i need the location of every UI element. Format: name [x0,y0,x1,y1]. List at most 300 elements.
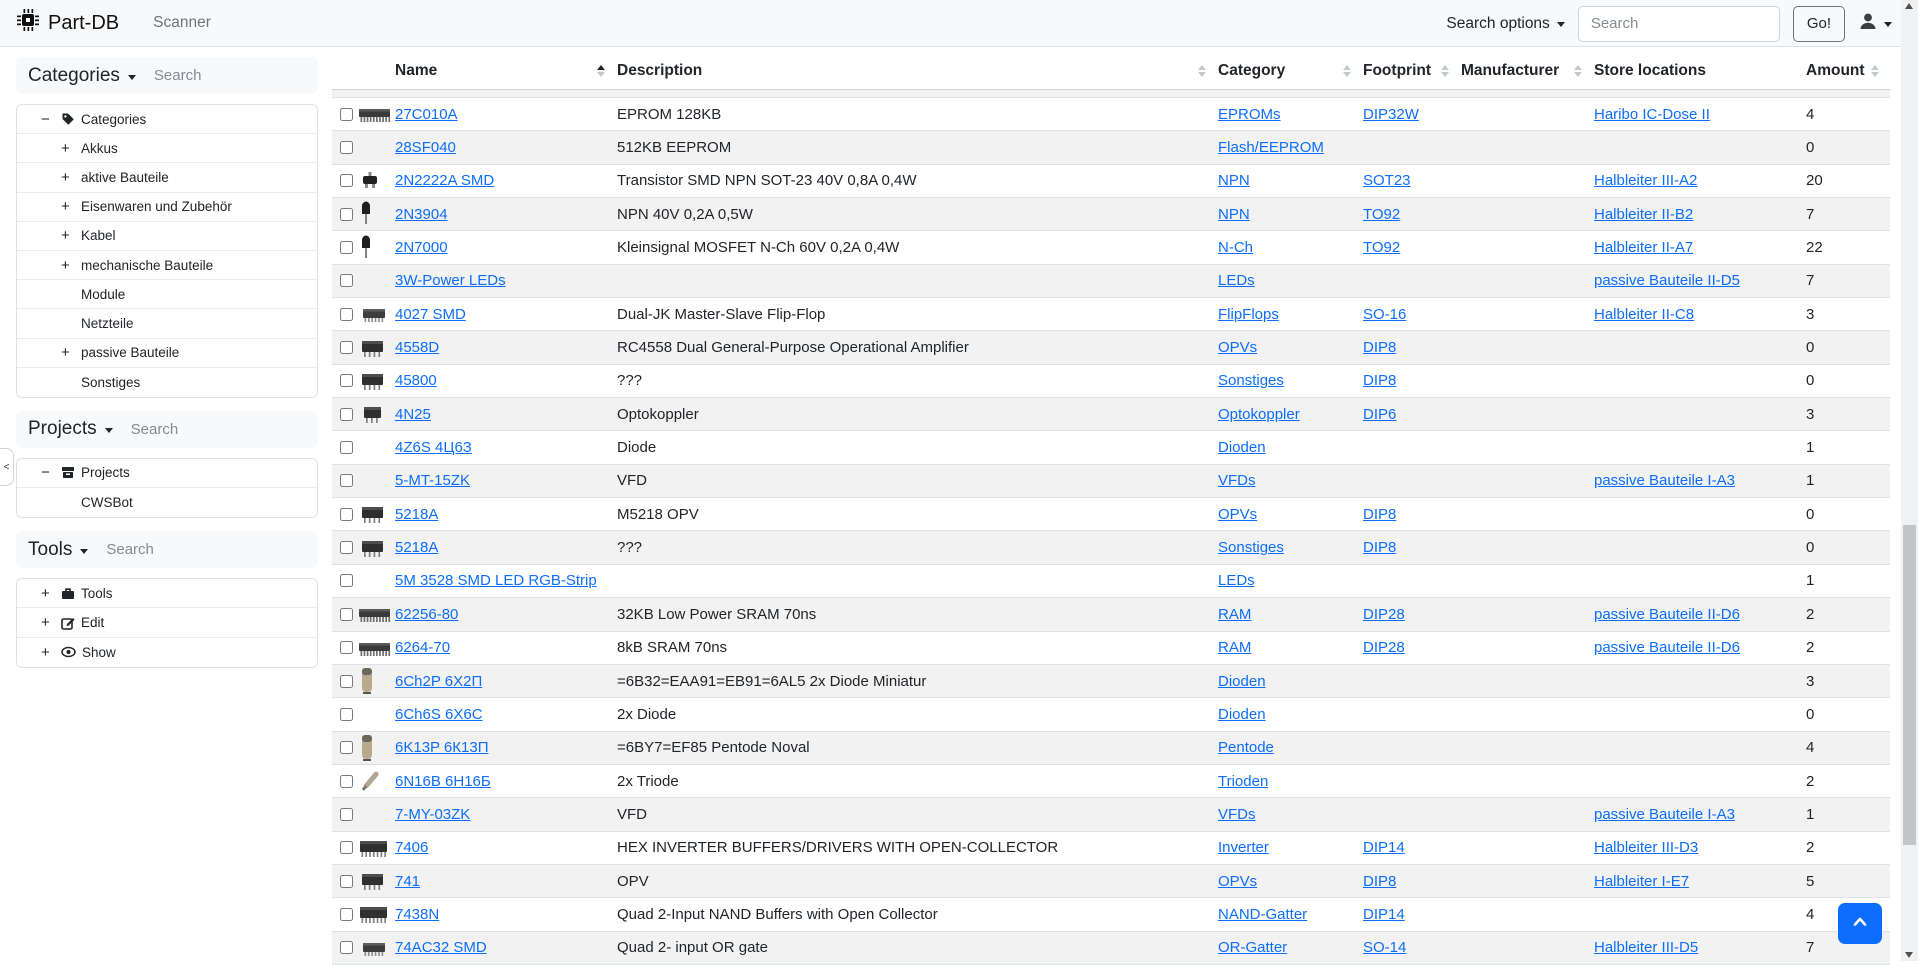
category-link[interactable]: Flash/EEPROM [1218,139,1324,157]
sidebar [16,57,318,681]
category-link[interactable]: OR-Gatter [1218,939,1288,957]
column-header-footprint[interactable]: Footprint [1363,62,1461,80]
projects-panel-header [16,411,318,448]
chevron-down-icon [105,428,113,433]
part-name-link[interactable]: 2N3904 [395,205,448,223]
part-name-link[interactable]: 45800 [395,372,437,390]
eye-icon [61,646,76,658]
edit-icon [61,616,75,630]
part-description: VFD [617,805,647,823]
column-header-name[interactable]: Name [395,62,617,80]
part-description: 8kB SRAM 70ns [617,639,728,657]
expand-icon[interactable]: + [41,643,50,661]
part-description: Dual-JK Master-Slave Flip-Flop [617,305,826,323]
table-row [332,665,1890,698]
amount-value: 22 [1806,239,1823,257]
category-link[interactable]: NPN [1218,205,1250,223]
table-row [332,465,1890,498]
part-description: M5218 OPV [617,505,699,523]
tree-item-module[interactable] [17,280,317,309]
tools-panel-header [16,531,318,568]
amount-value: 0 [1806,339,1815,357]
tree-item-label: Akkus [81,140,118,156]
chevron-up-icon [1850,912,1870,935]
table-row [332,898,1890,931]
category-link[interactable]: Dioden [1218,705,1266,723]
footprint-link[interactable]: DIP14 [1363,905,1405,923]
go-button[interactable]: Go! [1793,6,1845,42]
category-link[interactable]: Dioden [1218,672,1266,690]
row-checkbox[interactable] [340,141,353,154]
category-link[interactable]: LEDs [1218,272,1255,290]
part-name-link[interactable]: 6Ch6S 6Х6С [395,705,483,723]
category-link[interactable]: N-Ch [1218,239,1254,257]
part-description: Quad 2- input OR gate [617,939,768,957]
part-thumbnail-dip6-icon[interactable] [358,402,386,426]
amount-value: 1 [1806,572,1815,590]
table-row [332,265,1890,298]
row-checkbox[interactable] [340,641,353,654]
amount-value: 1 [1806,472,1815,490]
row-checkbox[interactable] [340,341,353,354]
row-checkbox[interactable] [340,508,353,521]
amount-value: 0 [1806,372,1815,390]
part-name-link[interactable]: 4Z6S 4Ц6З [395,439,472,457]
category-link[interactable]: Dioden [1218,439,1266,457]
archive-icon [61,466,75,479]
row-checkbox[interactable] [340,608,353,621]
footprint-link[interactable]: DIP8 [1363,505,1397,523]
table-row [332,598,1890,631]
part-name-link[interactable]: 7-MY-03ZK [395,805,471,823]
parts-table [332,53,1890,965]
table-row [332,632,1890,665]
expand-icon[interactable]: + [61,168,70,186]
tools-tree [16,578,318,668]
category-link[interactable]: Sonstiges [1218,539,1284,557]
user-icon [1858,11,1878,36]
app-brand[interactable] [16,8,119,38]
category-link[interactable]: NPN [1218,172,1250,190]
part-description: VFD [617,472,647,490]
row-checkbox[interactable] [340,241,353,254]
row-checkbox[interactable] [340,574,353,587]
store-location-link[interactable]: Halbleiter III-A2 [1594,172,1698,190]
tree-item-label: aktive Bauteile [81,169,169,185]
sort-icon [1198,65,1206,77]
table-row [332,298,1890,331]
table-row [332,98,1890,131]
tree-item-edit[interactable] [17,608,317,637]
table-row [332,698,1890,731]
table-row [332,798,1890,831]
tools-search-input[interactable] [106,541,216,558]
footprint-link[interactable]: TO92 [1363,205,1401,223]
part-name-link[interactable]: 2N7000 [395,239,448,257]
store-location-link[interactable]: Halbleiter II-B2 [1594,205,1694,223]
table-row [332,331,1890,364]
column-header-store-locations[interactable]: Store locations [1594,62,1706,79]
row-checkbox[interactable] [340,308,353,321]
category-link[interactable]: OPVs [1218,872,1258,890]
chevron-down-icon [1884,22,1892,27]
table-row [332,565,1890,598]
column-header-amount[interactable]: Amount [1803,62,1890,80]
table-row [332,865,1890,898]
tree-item-passive-bauteile[interactable] [17,339,317,368]
part-thumbnail-sot23-icon[interactable] [358,171,384,191]
scroll-to-top-button[interactable] [1838,903,1882,944]
tree-item-label: Sonstiges [81,374,141,390]
tools-dropdown[interactable]: Tools [28,539,88,561]
part-description: =6BY7=EF85 Pentode Noval [617,739,810,757]
part-thumbnail-dip8-icon[interactable] [358,336,388,360]
category-link[interactable]: RAM [1218,639,1252,657]
amount-value: 2 [1806,605,1815,623]
part-thumbnail-dip8-icon[interactable] [358,369,388,393]
part-name-link[interactable]: 27C010A [395,105,458,123]
tree-item-mechanische-bauteile[interactable] [17,251,317,280]
amount-value: 4 [1806,105,1815,123]
user-menu[interactable] [1858,11,1892,36]
store-location-link[interactable]: passive Bauteile I-A3 [1594,472,1735,490]
category-link[interactable]: FlipFlops [1218,305,1279,323]
part-name-link[interactable]: 2N2222A SMD [395,172,495,190]
amount-value: 4 [1806,905,1815,923]
tree-item-aktive-bauteile[interactable] [17,163,317,192]
expand-icon[interactable]: + [61,198,70,216]
part-name-link[interactable]: 741 [395,872,421,890]
part-name-link[interactable]: 5218A [395,505,439,523]
part-description: Kleinsignal MOSFET N-Ch 60V 0,2A 0,4W [617,239,900,257]
collapse-icon[interactable]: − [41,110,50,128]
chevron-down-icon [80,549,88,554]
amount-value: 2 [1806,839,1815,857]
row-checkbox[interactable] [340,808,353,821]
part-name-link[interactable]: 4N25 [395,405,431,423]
part-description: EPROM 128KB [617,105,722,123]
store-location-link[interactable]: Halbleiter II-A7 [1594,239,1694,257]
category-link[interactable]: Inverter [1218,839,1269,857]
table-row [332,198,1890,231]
amount-value: 4 [1806,739,1815,757]
table-row [332,732,1890,765]
category-link[interactable]: OPVs [1218,505,1258,523]
amount-value: 7 [1806,272,1815,290]
row-checkbox[interactable] [340,908,353,921]
expand-icon[interactable]: + [61,344,70,362]
part-thumbnail-to92-icon[interactable] [358,235,374,261]
categories-tree [16,104,318,398]
category-link[interactable]: OPVs [1218,339,1258,357]
part-thumbnail-tube-icon[interactable] [358,667,376,695]
footprint-link[interactable]: DIP14 [1363,839,1405,857]
tree-item-akkus[interactable] [17,134,317,163]
chevron-down-icon [1557,22,1565,27]
store-location-link[interactable]: passive Bauteile II-D6 [1594,605,1740,623]
amount-value: 0 [1806,705,1815,723]
category-link[interactable]: LEDs [1218,572,1255,590]
part-thumbnail-dip-long-icon[interactable] [358,603,392,625]
toolbox-icon [61,587,75,600]
footprint-link[interactable]: DIP6 [1363,405,1397,423]
expand-icon[interactable]: + [61,227,70,245]
sort-asc-icon [597,65,605,77]
part-name-link[interactable]: 6K13P 6К13П [395,739,489,757]
row-checkbox[interactable] [340,708,353,721]
tree-item-label: Eisenwaren und Zubehör [81,199,232,215]
expand-icon[interactable]: + [41,584,50,602]
categories-panel-header [16,57,318,94]
tree-item-kabel[interactable] [17,222,317,251]
search-input[interactable] [1578,6,1780,42]
scrollbar-down-arrow[interactable] [1905,952,1913,958]
category-link[interactable]: Sonstiges [1218,372,1284,390]
part-thumbnail-dip-long-icon[interactable] [358,103,392,125]
projects-dropdown[interactable]: Projects [28,418,113,440]
table-row [332,932,1890,965]
category-link[interactable]: EPROMs [1218,105,1281,123]
store-location-link[interactable]: Halbleiter II-C8 [1594,305,1695,323]
table-body [332,98,1890,965]
part-thumbnail-tube-icon[interactable] [358,734,376,762]
part-name-link[interactable]: 5-MT-15ZK [395,472,471,490]
table-row [332,398,1890,431]
tree-item-label: Edit [81,615,105,631]
part-thumbnail-dip8-icon[interactable] [358,502,388,526]
column-header-description[interactable]: Description [617,62,1218,80]
row-checkbox[interactable] [340,941,353,954]
footprint-link[interactable]: DIP8 [1363,872,1397,890]
sort-icon [1871,65,1879,77]
footprint-link[interactable]: SO-16 [1363,305,1407,323]
footprint-link[interactable]: DIP32W [1363,105,1419,123]
part-thumbnail-soic-icon[interactable] [358,303,390,325]
footprint-link[interactable]: DIP8 [1363,539,1397,557]
footprint-link[interactable]: SO-14 [1363,939,1407,957]
table-row [332,765,1890,798]
part-name-link[interactable]: 7438N [395,905,440,923]
part-description: 512KB EEPROM [617,139,732,157]
store-location-link[interactable]: passive Bauteile II-D5 [1594,272,1740,290]
part-description: Optokoppler [617,405,699,423]
tree-item-label: mechanische Bauteile [81,257,214,273]
tree-item-label: CWSBot [81,495,133,511]
part-description: ??? [617,539,643,557]
tree-item-sonstiges[interactable] [17,368,317,397]
part-thumbnail-dip14-icon[interactable] [358,902,390,926]
table-header [332,53,1890,90]
projects-tree [16,458,318,518]
tree-item-label: Projects [81,465,130,481]
column-header-manufacturer[interactable]: Manufacturer [1461,62,1594,80]
part-description: 2x Diode [617,705,677,723]
part-description: 2x Triode [617,772,679,790]
table-row [332,431,1890,464]
projects-search-input[interactable] [131,421,241,438]
scrollbar-up-arrow[interactable] [1905,3,1913,9]
part-description: OPV [617,872,649,890]
amount-value: 1 [1806,805,1815,823]
part-description: NPN 40V 0,2A 0,5W [617,205,753,223]
row-checkbox[interactable] [340,474,353,487]
amount-value: 3 [1806,405,1815,423]
sort-icon [1574,65,1582,77]
amount-value: 7 [1806,205,1815,223]
amount-value: 2 [1806,772,1815,790]
part-name-link[interactable]: 7406 [395,839,429,857]
column-header-category[interactable]: Category [1218,62,1363,80]
part-thumbnail-dip14-icon[interactable] [358,836,390,860]
tree-item-show[interactable] [17,638,317,667]
amount-value: 5 [1806,872,1815,890]
table-row [332,365,1890,398]
part-name-link[interactable]: 4558D [395,339,440,357]
chip-icon [16,8,40,38]
tree-item-netzteile[interactable] [17,309,317,338]
part-name-link[interactable]: 6N16B 6Н16Б [395,772,491,790]
scrollbar[interactable] [1901,0,1918,961]
part-thumbnail-dip8-icon[interactable] [358,536,388,560]
amount-value: 0 [1806,505,1815,523]
table-row [332,231,1890,264]
expand-icon[interactable]: + [61,139,70,157]
tree-item-cwsbot[interactable] [17,488,317,517]
expand-icon[interactable]: + [41,614,50,632]
expand-icon[interactable]: + [61,256,70,274]
part-description: Quad 2-Input NAND Buffers with Open Collector [617,905,938,923]
table-row [332,832,1890,865]
part-name-link[interactable]: 4027 SMD [395,305,466,323]
part-name-link[interactable]: 5M 3528 SMD LED RGB-Strip [395,572,597,590]
footprint-link[interactable]: DIP28 [1363,639,1405,657]
store-location-link[interactable]: Halbleiter III-D5 [1594,939,1699,957]
footprint-link[interactable]: DIP28 [1363,605,1405,623]
store-location-link[interactable]: Halbleiter III-D3 [1594,839,1699,857]
footprint-link[interactable]: SOT23 [1363,172,1411,190]
tree-item-eisenwaren-und-zubeh-r[interactable] [17,193,317,222]
amount-value: 2 [1806,639,1815,657]
part-name-link[interactable]: 74AC32 SMD [395,939,487,957]
store-location-link[interactable]: Haribo IC-Dose II [1594,105,1710,123]
amount-value: 3 [1806,672,1815,690]
table-row [332,498,1890,531]
sidebar-collapse-handle[interactable]: < [0,448,14,486]
collapse-icon[interactable]: − [41,464,50,482]
row-checkbox[interactable] [340,174,353,187]
row-checkbox[interactable] [340,675,353,688]
part-name-link[interactable]: 62256-80 [395,605,459,623]
tree-item-projects[interactable] [17,459,317,488]
row-checkbox[interactable] [340,408,353,421]
category-link[interactable]: NAND-Gatter [1218,905,1308,923]
row-checkbox[interactable] [340,541,353,554]
part-thumbnail-to92-icon[interactable] [358,201,374,227]
row-checkbox[interactable] [340,741,353,754]
category-link[interactable]: RAM [1218,605,1252,623]
part-description: Transistor SMD NPN SOT-23 40V 0,8A 0,4W [617,172,917,190]
tree-item-categories[interactable] [17,105,317,134]
category-link[interactable]: Trioden [1218,772,1269,790]
row-checkbox[interactable] [340,775,353,788]
row-checkbox[interactable] [340,374,353,387]
row-checkbox[interactable] [340,108,353,121]
tree-item-label: Module [81,286,126,302]
amount-value: 3 [1806,305,1815,323]
footprint-link[interactable]: DIP8 [1363,372,1397,390]
store-location-link[interactable]: passive Bauteile I-A3 [1594,805,1735,823]
part-name-link[interactable]: 6Ch2P 6Х2П [395,672,483,690]
amount-value: 1 [1806,439,1815,457]
part-name-link[interactable]: 5218A [395,539,439,557]
amount-value: 7 [1806,939,1815,957]
partial-row [332,90,1890,98]
row-checkbox[interactable] [340,274,353,287]
tree-item-label: Show [82,644,116,660]
category-link[interactable]: Optokoppler [1218,405,1300,423]
category-link[interactable]: VFDs [1218,472,1256,490]
row-checkbox[interactable] [340,841,353,854]
footprint-link[interactable]: DIP8 [1363,339,1397,357]
part-description: ??? [617,372,643,390]
tree-item-label: Tools [81,585,113,601]
amount-value: 0 [1806,539,1815,557]
part-thumbnail-soic-icon[interactable] [358,937,390,959]
tree-item-tools[interactable] [17,579,317,608]
categories-dropdown[interactable]: Categories [28,65,136,87]
scrollbar-thumb[interactable] [1903,525,1916,845]
row-checkbox[interactable] [340,875,353,888]
part-thumbnail-dip-long-icon[interactable] [358,637,392,659]
table-row [332,165,1890,198]
amount-value: 0 [1806,139,1815,157]
tree-item-label: Categories [81,111,147,127]
table-row [332,131,1890,164]
amount-value: 20 [1806,172,1823,190]
sort-icon [1343,65,1351,77]
footprint-link[interactable]: TO92 [1363,239,1401,257]
tree-item-label: Kabel [81,228,116,244]
part-name-link[interactable]: 6264-70 [395,639,451,657]
row-checkbox[interactable] [340,208,353,221]
tag-icon [61,112,75,126]
categories-search-input[interactable] [154,67,264,84]
part-name-link[interactable]: 3W-Power LEDs [395,272,506,290]
part-description: Diode [617,439,657,457]
tree-item-label: passive Bauteile [81,345,180,361]
part-description: 32KB Low Power SRAM 70ns [617,605,817,623]
category-link[interactable]: Pentode [1218,739,1274,757]
store-location-link[interactable]: passive Bauteile II-D6 [1594,639,1740,657]
row-checkbox[interactable] [340,441,353,454]
part-description: HEX INVERTER BUFFERS/DRIVERS WITH OPEN-COLLECTOR [617,839,1059,857]
chevron-down-icon [128,75,136,80]
nav-link-scanner[interactable]: Scanner [153,14,211,31]
part-description: =6B32=EAA91=EB91=6AL5 2x Diode Miniatur [617,672,927,690]
part-thumbnail-dip8-icon[interactable] [358,869,388,893]
part-thumbnail-tube-small-icon[interactable] [358,768,384,794]
app-title: Part-DB [48,11,120,34]
table-row [332,531,1890,564]
sort-icon [1441,65,1449,77]
tree-item-label: Netzteile [81,315,134,331]
category-link[interactable]: VFDs [1218,805,1256,823]
navbar [0,0,1918,47]
part-description: RC4558 Dual General-Purpose Operational Amplifier [617,339,969,357]
store-location-link[interactable]: Halbleiter I-E7 [1594,872,1690,890]
part-name-link[interactable]: 28SF040 [395,139,456,157]
search-options-dropdown[interactable]: Search options [1446,15,1564,33]
